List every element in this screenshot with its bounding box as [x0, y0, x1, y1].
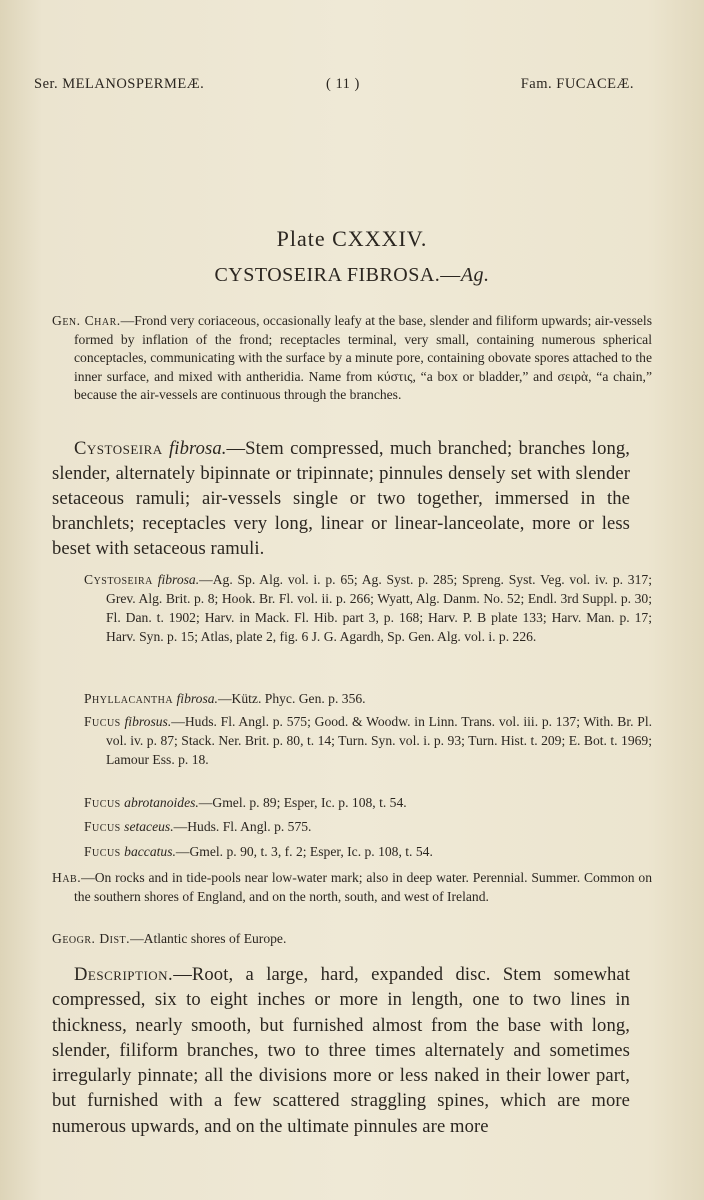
habitat-label: Hab. — [52, 870, 82, 885]
description-text: —Root, a large, hard, expanded disc. Stem somewhat compressed, six to eight inches or more in length, one to two lines in thickness, nearly smooth, but furnished almost from the base with long, slender, filiform branches, two to three times alternately and sometimes irregularly pinnate; all the divisions more or less naked in their lower part, but furnished with a few scattered straggling spines, which are more numerous upwards, and on the ultimate pinnules are more — [52, 964, 630, 1137]
generic-character — [52, 312, 652, 405]
synonym-genus: Phyllacantha — [84, 691, 174, 706]
gen-char-label: Gen. Char. — [52, 313, 121, 328]
synonym-references: —Gmel. p. 90, t. 3, f. 2; Esper, Ic. p. 108, t. 54. — [175, 844, 433, 859]
synonym-entry — [84, 843, 652, 862]
species-diagnosis — [52, 436, 630, 561]
synonym-entry — [84, 571, 652, 647]
synonym-entry — [84, 794, 652, 813]
diagnosis-genus: Cystoseira — [74, 438, 163, 459]
diagnosis-epithet: fibrosa. — [169, 438, 227, 459]
distribution-text: —Atlantic shores of Europe. — [130, 931, 287, 946]
synonym-epithet: baccatus. — [124, 844, 176, 859]
synonym-genus: Fucus — [84, 795, 121, 810]
synonym-epithet: fibrosa. — [176, 691, 218, 706]
page-number: ( 11 ) — [326, 76, 360, 92]
series-heading: Ser. MELANOSPERMEÆ. — [34, 76, 205, 92]
species-author: Ag. — [460, 264, 490, 286]
synonym-epithet: fibrosa. — [157, 572, 200, 587]
synonym-entry — [84, 690, 652, 709]
synonym-epithet: setaceus. — [124, 819, 174, 834]
synonym-genus: Cystoseira — [84, 572, 153, 587]
habitat-note — [52, 869, 652, 906]
geographic-distribution — [52, 930, 630, 949]
running-head — [34, 76, 634, 96]
plate-title: Plate CXXXIV. — [276, 226, 428, 251]
synonym-references: —Gmel. p. 89; Esper, Ic. p. 108, t. 54. — [198, 795, 407, 810]
synonym-genus: Fucus — [84, 844, 121, 859]
habitat-text: —On rocks and in tide-pools near low-water mark; also in deep water. Perennial. Summer. Common on the southern shores of England, and on the north, south, and west of Ireland. — [74, 870, 652, 904]
family-heading: Fam. FUCACEÆ. — [520, 76, 634, 92]
description-label: Description. — [74, 964, 174, 985]
gen-char-text: —Frond very coriaceous, occasionally leafy at the base, slender and filiform upwards; air-vessels formed by inflation of the frond; receptacles terminal, very small, containing numerous spherical conceptacles, communicating with the surface by a minute pore, containing obovate spores attached to the inner surface, and mixed with antheridia. Name from κύστις, “a box or bladder,” and σειρὰ, “a chain,” because the air-vessels are continuous through the branches. — [74, 313, 652, 403]
synonym-genus: Fucus — [84, 819, 121, 834]
synonym-references: —Huds. Fl. Angl. p. 575. — [173, 819, 312, 834]
synonym-entry — [84, 713, 652, 770]
synonym-entry — [84, 818, 652, 837]
distribution-label: Geogr. Dist. — [52, 931, 131, 946]
synonym-references: —Huds. Fl. Angl. p. 575; Good. & Woodw. in Linn. Trans. vol. iii. p. 137; With. Br. Pl. vol. iv. p. 87; Stack. Ner. Brit. p. 80, t. 14; Turn. Syn. vol. i. p. 93; Turn. Hist. t. 209; E. Bot. t. 1969; Lamour Ess. p. 18. — [106, 714, 652, 767]
description-paragraph — [52, 962, 630, 1139]
species-title — [0, 264, 704, 287]
synonym-epithet: fibrosus. — [124, 714, 172, 729]
species-name: CYSTOSEIRA FIBROSA.— — [214, 264, 461, 286]
synonym-epithet: abrotanoides. — [124, 795, 199, 810]
synonym-references: —Ag. Sp. Alg. vol. i. p. 65; Ag. Syst. p. 285; Spreng. Syst. Veg. vol. iv. p. 317; Grev. Alg. Brit. p. 8; Hook. Br. Fl. vol. ii. p. 266; Wyatt, Alg. Danm. No. 52; Endl. 3rd Suppl. p. 30; Fl. Dan. t. 1902; Harv. in Mack. Fl. Hib. part 3, p. 168; Harv. P. B plate 133; Harv. Man. p. 17; Harv. Syn. p. 15; Atlas, plate 2, fig. 6 J. G. Agardh, Sp. Gen. Alg. vol. i. p. 226. — [106, 572, 652, 644]
synonym-genus: Fucus — [84, 714, 121, 729]
diagnosis-text: —Stem compressed, much branched; branches long, slender, alternately bipinnate or tripinnate; pinnules densely set with slender setaceous ramuli; air-vessels single or two together, immersed in the branchlets; receptacles very long, linear or linear-lanceolate, more or less beset with setaceous ramuli. — [52, 438, 631, 559]
synonym-references: —Kütz. Phyc. Gen. p. 356. — [217, 691, 366, 706]
